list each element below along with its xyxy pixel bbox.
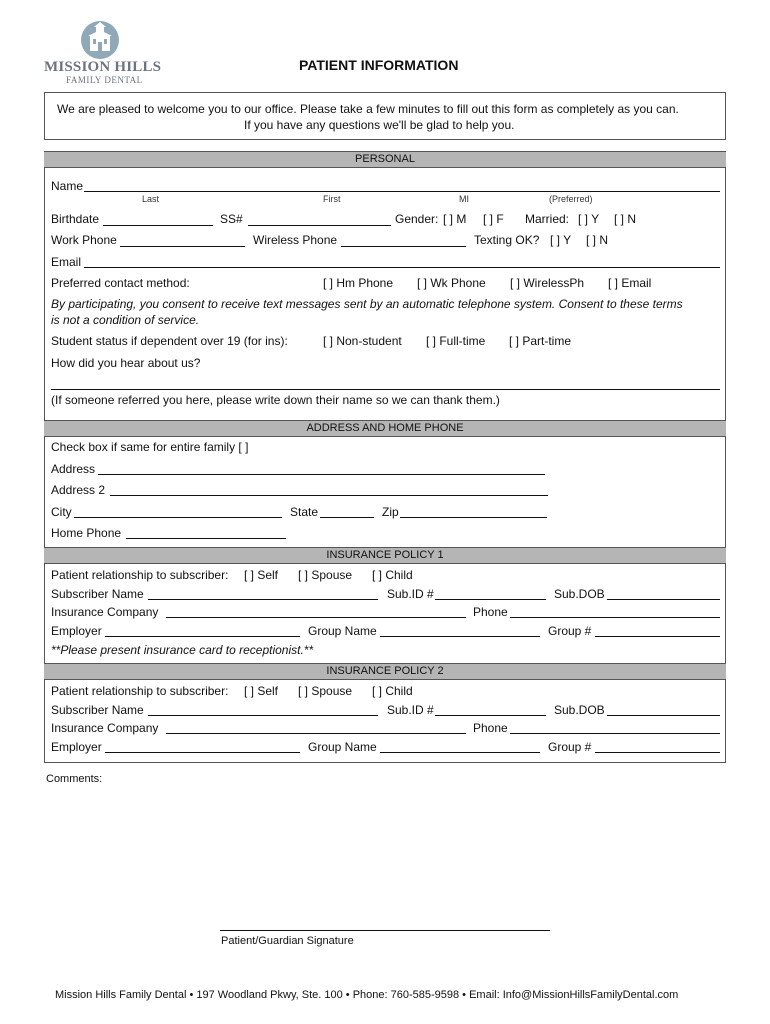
church-logo-icon (80, 20, 120, 60)
texting-y-checkbox[interactable]: [ ] Y (550, 233, 572, 247)
logo (44, 20, 174, 84)
intro-line-1: We are pleased to welcome you to our office. Please take a few minutes to fill out this form as completely as you can. (57, 102, 679, 116)
married-n-checkbox[interactable]: [ ] N (614, 212, 637, 226)
ins1-self-checkbox[interactable]: [ ] Self (244, 568, 279, 582)
wireless-phone-field[interactable] (341, 246, 466, 247)
intro-box (44, 92, 726, 140)
ins2-group-num-label: Group # (548, 740, 592, 754)
ss-label: SS# (220, 212, 243, 226)
hear-about-field[interactable] (51, 389, 720, 390)
ins2-subscriber-field[interactable] (148, 715, 378, 716)
ins1-subdob-field[interactable] (607, 599, 720, 600)
insurance-1-header: INSURANCE POLICY 1 (44, 547, 726, 564)
signature-label: Patient/Guardian Signature (221, 935, 354, 947)
address-label: Address (51, 462, 96, 476)
ins2-spouse-checkbox[interactable]: [ ] Spouse (298, 684, 353, 698)
student-non-checkbox[interactable]: [ ] Non-student (323, 334, 402, 348)
ins2-subscriber-label: Subscriber Name (51, 703, 144, 717)
logo-subtitle: FAMILY DENTAL (66, 75, 143, 85)
home-phone-label: Home Phone (51, 526, 122, 540)
ins2-subid-field[interactable] (435, 715, 546, 716)
birthdate-field[interactable] (103, 225, 213, 226)
gender-f-checkbox[interactable]: [ ] F (483, 212, 504, 226)
address-field[interactable] (98, 474, 545, 475)
intro-line-2: If you have any questions we'll be glad to help you. (244, 118, 515, 132)
ins1-employer-label: Employer (51, 624, 102, 638)
consent-line-2: is not a condition of service. (51, 313, 200, 327)
ins2-group-num-field[interactable] (595, 752, 720, 753)
ins2-group-name-field[interactable] (380, 752, 540, 753)
student-part-checkbox[interactable]: [ ] Part-time (509, 334, 572, 348)
pref-hm-checkbox[interactable]: [ ] Hm Phone (323, 276, 394, 290)
ins2-child-checkbox[interactable]: [ ] Child (372, 684, 413, 698)
ins2-subid-label: Sub.ID # (387, 703, 434, 717)
logo-name: MISSION HILLS (44, 59, 162, 75)
consent-line-1: By participating, you consent to receive text messages sent by an automatic telephone system. Consent to these terms (51, 297, 683, 311)
ins2-employer-label: Employer (51, 740, 102, 754)
gender-label: Gender: (395, 212, 439, 226)
home-phone-field[interactable] (126, 538, 286, 539)
ins1-child-checkbox[interactable]: [ ] Child (372, 568, 413, 582)
city-label: City (51, 505, 72, 519)
ins1-card-note: **Please present insurance card to receptionist.** (51, 643, 314, 657)
signature-field[interactable] (220, 930, 550, 931)
ss-field[interactable] (248, 225, 391, 226)
ins2-subdob-label: Sub.DOB (554, 703, 605, 717)
address2-field[interactable] (110, 495, 548, 496)
married-y-checkbox[interactable]: [ ] Y (578, 212, 600, 226)
wireless-phone-label: Wireless Phone (253, 233, 338, 247)
gender-m-checkbox[interactable]: [ ] M (443, 212, 467, 226)
ins1-company-field[interactable] (166, 617, 466, 618)
comments-label: Comments: (46, 773, 103, 785)
ins2-employer-field[interactable] (105, 752, 300, 753)
ins2-company-label: Insurance Company (51, 721, 159, 735)
student-full-checkbox[interactable]: [ ] Full-time (426, 334, 486, 348)
ins1-company-label: Insurance Company (51, 605, 159, 619)
hear-about-label: How did you hear about us? (51, 356, 201, 370)
name-first-caption: First (323, 194, 341, 204)
pref-contact-label: Preferred contact method: (51, 276, 190, 290)
ins2-self-checkbox[interactable]: [ ] Self (244, 684, 279, 698)
insurance-2-header: INSURANCE POLICY 2 (44, 663, 726, 680)
married-label: Married: (525, 212, 570, 226)
ins1-subid-field[interactable] (435, 599, 546, 600)
footer-contact: Mission Hills Family Dental • 197 Woodland Pkwy, Ste. 100 • Phone: 760-585-9598 • Email: Info@MissionHillsFamilyDental.com (55, 989, 679, 1001)
pref-wk-checkbox[interactable]: [ ] Wk Phone (417, 276, 486, 290)
ins1-group-name-label: Group Name (308, 624, 377, 638)
ins1-spouse-checkbox[interactable]: [ ] Spouse (298, 568, 353, 582)
ins1-subscriber-label: Subscriber Name (51, 587, 144, 601)
zip-field[interactable] (400, 517, 547, 518)
referred-note: (If someone referred you here, please write down their name so we can thank them.) (51, 393, 500, 407)
name-preferred-caption: (Preferred) (549, 194, 593, 204)
name-label: Name (51, 179, 84, 193)
zip-label: Zip (382, 505, 399, 519)
ins2-phone-field[interactable] (510, 733, 720, 734)
address2-label: Address 2 (51, 483, 106, 497)
ins1-phone-label: Phone (473, 605, 508, 619)
ins1-phone-field[interactable] (510, 617, 720, 618)
work-phone-label: Work Phone (51, 233, 117, 247)
personal-header: PERSONAL (44, 151, 726, 168)
same-family-checkbox[interactable]: Check box if same for entire family [ ] (51, 440, 249, 454)
name-field[interactable] (84, 191, 720, 192)
pref-wireless-checkbox[interactable]: [ ] WirelessPh (510, 276, 585, 290)
work-phone-field[interactable] (120, 246, 245, 247)
ins2-subdob-field[interactable] (607, 715, 720, 716)
ins1-group-name-field[interactable] (380, 636, 540, 637)
birthdate-label: Birthdate (51, 212, 100, 226)
ins2-group-name-label: Group Name (308, 740, 377, 754)
ins2-phone-label: Phone (473, 721, 508, 735)
ins1-employer-field[interactable] (105, 636, 300, 637)
texting-n-checkbox[interactable]: [ ] N (586, 233, 609, 247)
email-field[interactable] (84, 267, 720, 268)
ins1-relationship-label: Patient relationship to subscriber: (51, 568, 229, 582)
ins1-subdob-label: Sub.DOB (554, 587, 605, 601)
page-title: PATIENT INFORMATION (299, 57, 459, 73)
ins1-group-num-label: Group # (548, 624, 592, 638)
name-last-caption: Last (142, 194, 160, 204)
ins2-company-field[interactable] (166, 733, 466, 734)
address-header: ADDRESS AND HOME PHONE (44, 420, 726, 437)
student-status-label: Student status if dependent over 19 (for ins): (51, 334, 288, 348)
pref-email-checkbox[interactable]: [ ] Email (608, 276, 652, 290)
city-field[interactable] (74, 517, 282, 518)
ins1-subid-label: Sub.ID # (387, 587, 434, 601)
texting-label: Texting OK? (474, 233, 540, 247)
name-mi-caption: MI (459, 194, 469, 204)
state-label: State (290, 505, 319, 519)
ins1-subscriber-field[interactable] (148, 599, 378, 600)
ins1-group-num-field[interactable] (595, 636, 720, 637)
state-field[interactable] (320, 517, 374, 518)
ins2-relationship-label: Patient relationship to subscriber: (51, 684, 229, 698)
email-label: Email (51, 255, 82, 269)
